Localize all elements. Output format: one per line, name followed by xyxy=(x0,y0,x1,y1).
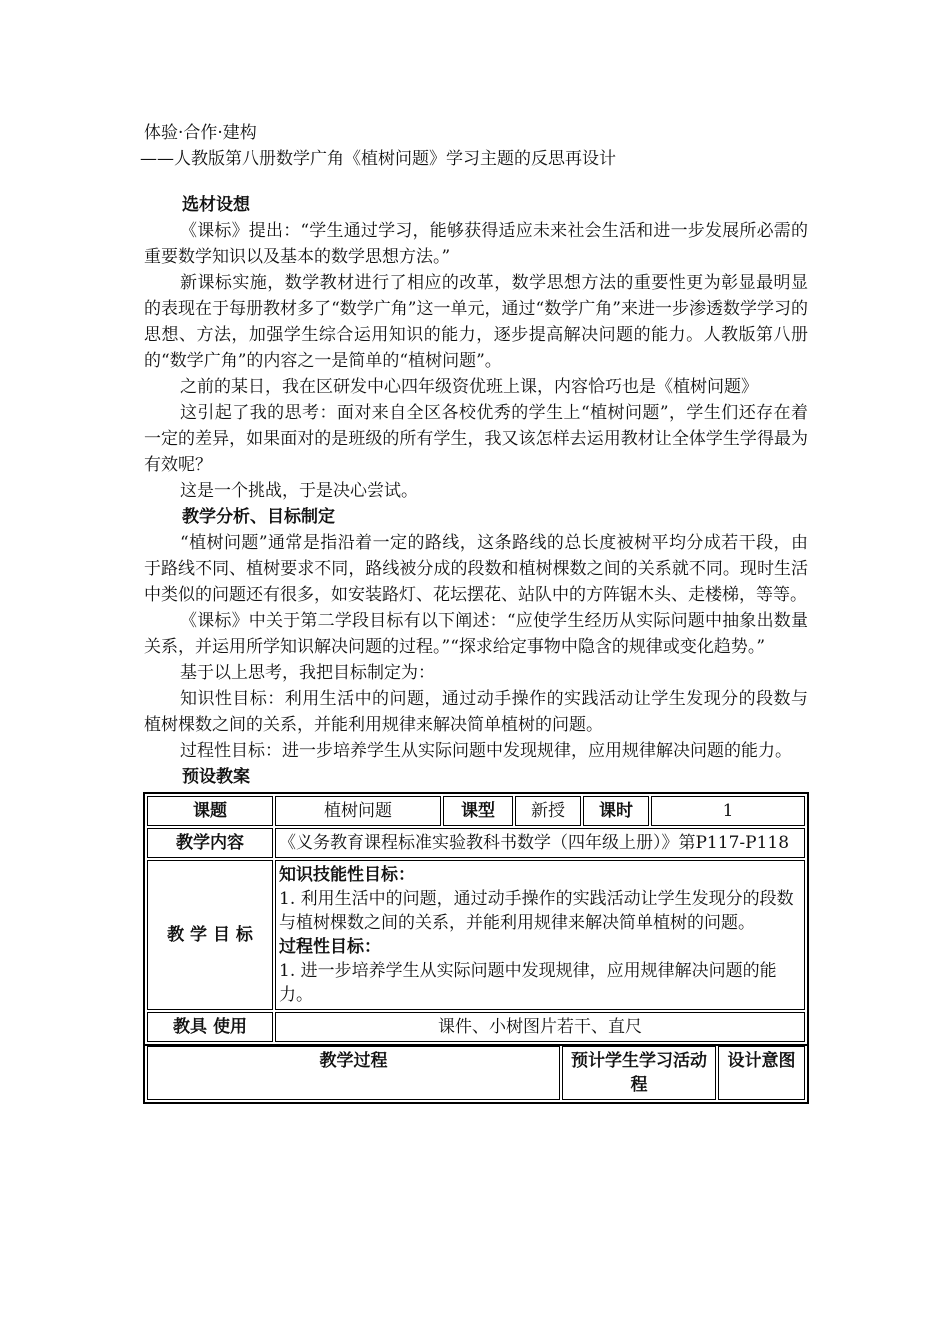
section-heading: 选材设想 xyxy=(182,195,250,215)
doc-subtitle: ——人教版第八册数学广角《植树问题》学习主题的反思再设计 xyxy=(140,149,616,169)
table-cell: 设计意图 xyxy=(718,1046,805,1100)
goal-text: 1. 进一步培养学生从实际问题中发现规律，应用规律解决问题的能力。 xyxy=(279,961,777,1005)
paragraph: 这是一个挑战，于是决心尝试。 xyxy=(180,481,418,501)
table-row xyxy=(147,860,805,1010)
process-table xyxy=(143,1044,809,1104)
table-cell: 教具 使用 xyxy=(147,1012,273,1042)
table-row xyxy=(147,828,805,858)
table-cell: 教学过程 xyxy=(147,1046,560,1100)
goal-heading: 知识技能性目标： xyxy=(279,865,415,885)
paragraph: 新课标实施，数学教材进行了相应的改革，数学思想方法的重要性更为彰显最明显的表现在于每册教材多了“数学广角”这一单元，通过“数学广角”来进一步渗透数学学习的思想、方法，加强学生综合运用知识的能力，逐步提高解决问题的能力。人教版第八册的“数学广角”的内容之一是简单的“植树问题”。 xyxy=(144,273,808,371)
paragraph: 基于以上思考，我把目标制定为： xyxy=(180,663,435,683)
table-cell: 课件、小树图片若干、直尺 xyxy=(275,1012,805,1042)
paragraph: “植树问题”通常是指沿着一定的路线，这条路线的总长度被树平均分成若干段，由于路线不同、植树要求不同，路线被分成的段数和植树棵数之间的关系就不同。现时生活中类似的问题还有很多，如安装路灯、花坛摆花、站队中的方阵锯木头、走楼梯，等等。 xyxy=(144,533,808,605)
table-cell: 教 学 目 标 xyxy=(147,860,273,1010)
paragraph: 这引起了我的思考：面对来自全区各校优秀的学生上“植树问题”，学生们还存在着一定的差异，如果面对的是班级的所有学生，我又该怎样去运用教材让全体学生学得最为有效呢？ xyxy=(144,403,808,475)
doc-title: 体验·合作·建构 xyxy=(144,123,257,143)
table-row xyxy=(147,1012,805,1042)
table-cell: 1 xyxy=(651,796,805,826)
goal-text: 1. 利用生活中的问题，通过动手操作的实践活动让学生发现分的段数与植树棵数之间的关系，并能利用规律来解决简单植树的问题。 xyxy=(279,889,794,933)
paragraph: 《课标》中关于第二学段目标有以下阐述：“应使学生经历从实际问题中抽象出数量关系，并运用所学知识解决问题的过程。”“探求给定事物中隐含的规律或变化趋势。” xyxy=(144,611,808,657)
table-row xyxy=(147,1046,805,1100)
lesson-plan-table xyxy=(143,792,809,1046)
paragraph: 《课标》提出：“学生通过学习，能够获得适应未来社会生活和进一步发展所必需的重要数学知识以及基本的数学思想方法。” xyxy=(144,221,808,267)
table-cell xyxy=(275,860,805,1010)
table-row xyxy=(147,796,805,826)
table-cell: 预计学生学习活动程 xyxy=(562,1046,716,1100)
table-cell: 课题 xyxy=(147,796,273,826)
table-cell: 课型 xyxy=(443,796,513,826)
table-cell: 《义务教育课程标准实验教科书数学（四年级上册）》第P117-P118 xyxy=(275,828,805,858)
paragraph: 知识性目标：利用生活中的问题，通过动手操作的实践活动让学生发现分的段数与植树棵数之间的关系，并能利用规律来解决简单植树的问题。 xyxy=(144,689,808,735)
goal-heading: 过程性目标： xyxy=(279,937,381,957)
document-page xyxy=(140,120,808,1104)
table-cell: 植树问题 xyxy=(275,796,441,826)
paragraph: 之前的某日，我在区研发中心四年级资优班上课，内容恰巧也是《植树问题》 xyxy=(180,377,758,397)
section-heading: 预设教案 xyxy=(182,767,250,787)
table-cell: 新授 xyxy=(515,796,581,826)
table-cell: 教学内容 xyxy=(147,828,273,858)
table-cell: 课时 xyxy=(583,796,649,826)
section-heading: 教学分析、目标制定 xyxy=(182,507,335,527)
paragraph: 过程性目标：进一步培养学生从实际问题中发现规律，应用规律解决问题的能力。 xyxy=(180,741,792,761)
